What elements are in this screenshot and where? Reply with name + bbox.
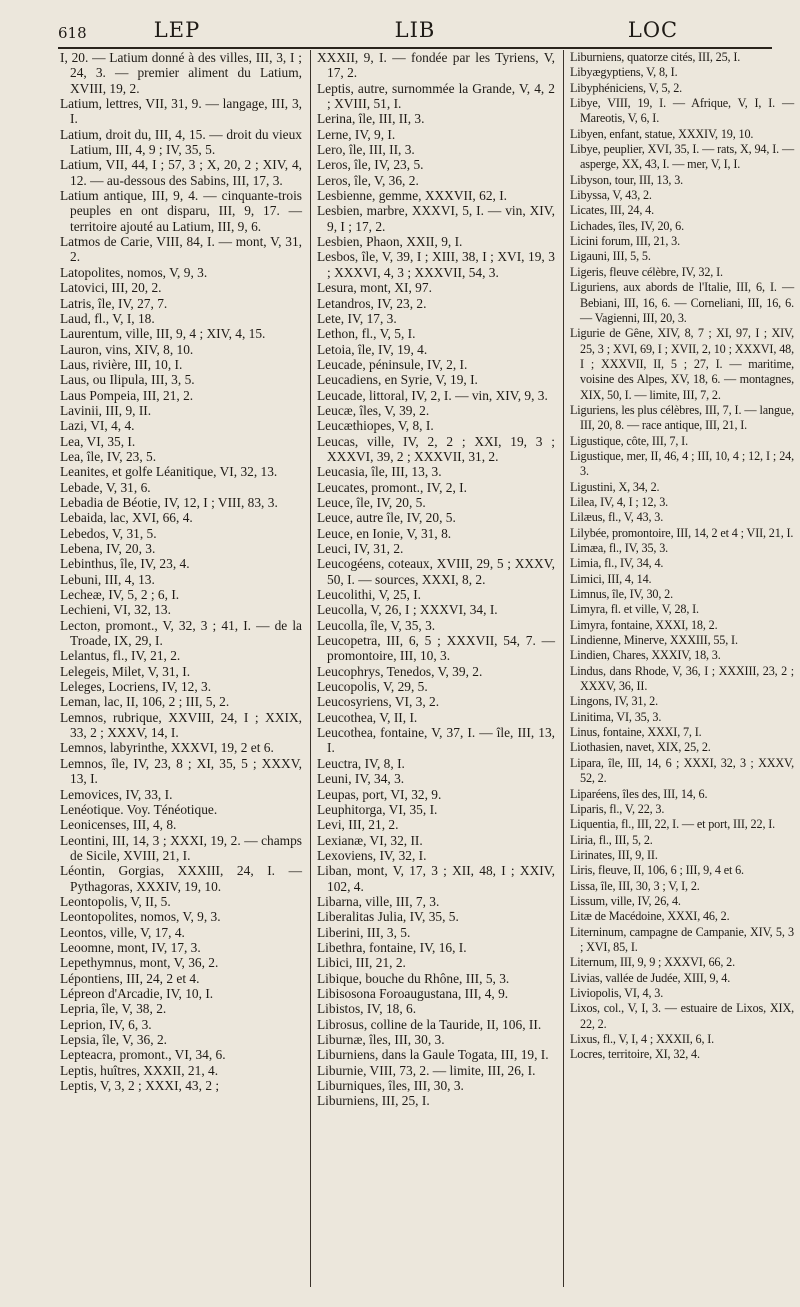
index-entry: Libethra, fontaine, IV, 16, I. bbox=[317, 939, 467, 955]
index-entry: Lépontiens, III, 24, 2 et 4. bbox=[60, 970, 200, 986]
index-entry: Leptis, huîtres, XXXII, 21, 4. bbox=[60, 1062, 219, 1078]
index-entry: Latopolites, nomos, V, 9, 3. bbox=[60, 264, 208, 280]
index-entry: Lelantus, fl., IV, 21, 2. bbox=[60, 648, 181, 664]
index-entry: Lazi, VI, 4, 4. bbox=[60, 418, 135, 434]
index-entry: Lilybée, promontoire, III, 14, 2 et 4 ; VII, 21, I. bbox=[570, 525, 794, 540]
index-entry: Limæa, fl., IV, 35, 3. bbox=[570, 541, 669, 555]
index-entry: I, 20. — Latium donné à des villes, III, 3, I ; 24, 3. — premier aliment du Latium, XVIII, 19, 2. bbox=[60, 50, 302, 96]
index-entry: Lixus, fl., V, I, 4 ; XXXII, 6, I. bbox=[570, 1032, 715, 1046]
index-entry: Litæ de Macédoine, XXXI, 46, 2. bbox=[570, 909, 730, 924]
index-entry: Lelegeis, Milet, V, 31, I. bbox=[60, 663, 191, 679]
index-entry: Limnus, île, IV, 30, 2. bbox=[570, 587, 673, 602]
index-entry: Leucæthiopes, V, 8, I. bbox=[317, 418, 434, 434]
index-entry: Leleges, Locriens, IV, 12, 3. bbox=[60, 679, 212, 695]
index-entry: Lemnos, rubrique, XXVIII, 24, I ; XXIX, 33, 2 ; XXXV, 14, I. bbox=[60, 709, 302, 741]
index-entry: Lebedos, V, 31, 5. bbox=[60, 525, 157, 541]
index-entry: Limia, fl., IV, 34, 4. bbox=[570, 556, 664, 571]
index-entry: Libye, VIII, 19, I. — Afrique, V, I, I. — Mareotis, V, 6, I. bbox=[570, 96, 794, 126]
index-entry: Libarna, ville, III, 7, 3. bbox=[317, 893, 440, 909]
index-entry: Leucadiens, en Syrie, V, 19, I. bbox=[317, 372, 478, 388]
index-entry: Laus, rivière, III, 10, I. bbox=[60, 356, 183, 372]
index-entry: Leucates, promont., IV, 2, I. bbox=[317, 479, 467, 495]
index-entry: Liparis, fl., V, 22, 3. bbox=[570, 801, 665, 816]
index-entry: Libye, peuplier, XVI, 35, I. — rats, X, 94, I. — asperge, XX, 43, I. — mer, V, I, I. bbox=[570, 142, 794, 172]
index-entry: Lebuni, III, 4, 13. bbox=[60, 571, 155, 587]
index-entry: Leucopolis, V, 29, 5. bbox=[317, 679, 428, 695]
index-entry: Laus, ou Ilipula, III, 3, 5. bbox=[60, 372, 195, 388]
running-head-right: LOC bbox=[627, 18, 679, 42]
index-entry: Lero, île, III, II, 3. bbox=[317, 142, 415, 158]
index-entry: Linus, fontaine, XXXI, 7, I. bbox=[570, 725, 702, 740]
index-entry: Letoia, île, IV, 19, 4. bbox=[317, 341, 428, 357]
index-entry: Leontini, III, 14, 3 ; XXXI, 19, 2. — champs de Sicile, XVIII, 21, I. bbox=[60, 832, 302, 863]
index-entry: Ligustique, côte, III, 7, I. bbox=[570, 433, 688, 448]
index-entry: Leonicenses, III, 4, 8. bbox=[60, 817, 177, 833]
index-entry: Lesbienne, gemme, XXXVII, 62, I. bbox=[317, 188, 508, 204]
index-entry: Lipara, île, III, 14, 6 ; XXXI, 32, 3 ; XXXV, 52, 2. bbox=[570, 755, 794, 786]
index-entry: Lirinates, III, 9, II. bbox=[570, 847, 658, 862]
index-entry: XXXII, 9, I. — fondée par les Tyriens, V, 17, 2. bbox=[317, 50, 555, 81]
index-entry: Leuphitorga, VI, 35, I. bbox=[317, 801, 438, 817]
index-entry: Leucogéens, coteaux, XVIII, 29, 5 ; XXXV, 50, I. — sources, XXXI, 8, 2. bbox=[317, 556, 555, 587]
index-entry: Lavinii, III, 9, II. bbox=[60, 402, 152, 418]
index-entry: Licini forum, III, 21, 3. bbox=[570, 234, 680, 249]
running-head-center: LIB bbox=[394, 18, 436, 42]
index-entry: Leros, île, IV, 23, 5. bbox=[317, 157, 424, 173]
index-entry: Lichades, îles, IV, 20, 6. bbox=[570, 218, 685, 233]
index-entry: Libistos, IV, 18, 6. bbox=[317, 1001, 417, 1017]
index-entry: Latium, droit du, III, 4, 15. — droit du vieux Latium, III, 4, 9 ; IV, 35, 5. bbox=[60, 126, 302, 158]
index-entry: Ligauni, III, 5, 5. bbox=[570, 249, 651, 264]
index-entry: Libici, III, 21, 2. bbox=[317, 955, 406, 971]
index-entry: Liburnie, VIII, 73, 2. — limite, III, 26, I. bbox=[317, 1062, 536, 1078]
index-entry: Leucade, littoral, IV, 2, I. — vin, XIV, 9, 3. bbox=[317, 387, 548, 403]
page-number: 618 bbox=[58, 24, 87, 42]
index-entry: Lebade, V, 31, 6. bbox=[60, 479, 151, 495]
index-entry: Liviopolis, VI, 4, 3. bbox=[570, 985, 664, 1000]
index-entry: Liguriens, aux abords de l'Italie, III, 6, I. — Bebiani, III, 16, 6. — Corneliani, III, 16, 6. — Vagienni, III, 20, 3. bbox=[570, 280, 794, 325]
index-entry: Libisosona Foroaugustana, III, 4, 9. bbox=[317, 985, 509, 1001]
index-entry: Lauron, vins, XIV, 8, 10. bbox=[60, 341, 194, 357]
index-entry: Leuni, IV, 34, 3. bbox=[317, 771, 405, 787]
running-head-left: LEP bbox=[153, 18, 201, 42]
index-entry: Lindienne, Minerve, XXXIII, 55, I. bbox=[570, 633, 738, 648]
index-entry: Lethon, fl., V, 5, I. bbox=[317, 326, 416, 342]
index-column-3 bbox=[563, 50, 798, 1287]
index-entry: Locres, territoire, XI, 32, 4. bbox=[570, 1047, 700, 1062]
index-entry: Ligustini, X, 34, 2. bbox=[570, 479, 660, 494]
index-entry: Laurentum, ville, III, 9, 4 ; XIV, 4, 15. bbox=[60, 326, 266, 342]
index-entry: Leoomne, mont, IV, 17, 3. bbox=[60, 939, 201, 955]
index-entry: Latium, VII, 44, I ; 57, 3 ; X, 20, 2 ; XIV, 4, 12. — au-dessous des Sabins, III, 17, 3. bbox=[60, 157, 302, 188]
index-entry: Leucæ, îles, V, 39, 2. bbox=[317, 402, 430, 418]
index-entry: Leontopolis, V, II, 5. bbox=[60, 893, 171, 909]
index-entry: Leucosyriens, VI, 3, 2. bbox=[317, 694, 440, 710]
index-entry: Leupas, port, VI, 32, 9. bbox=[317, 786, 442, 802]
index-entry: Lesbien, Phaon, XXII, 9, I. bbox=[317, 234, 463, 250]
index-entry: Leptis, autre, surnommée la Grande, V, 4, 2 ; XVIII, 51, I. bbox=[317, 80, 555, 112]
index-entry: Leman, lac, II, 106, 2 ; III, 5, 2. bbox=[60, 694, 230, 710]
index-entry: Liburniques, îles, III, 30, 3. bbox=[317, 1078, 464, 1094]
index-entry: Liternum, III, 9, 9 ; XXXVI, 66, 2. bbox=[570, 955, 736, 970]
index-entry: Ligurie de Gêne, XIV, 8, 7 ; XI, 97, I ; XIV, 25, 3 ; XVI, 69, I ; XVII, 2, 10 ; XXXVI, 48, I ; XXXVII, II, 5 ; 27, I. — maritime, voisine des Alpes, XV, 18, 6. — montagnes, XIX, 50, I. — limite, III, 7, 2. bbox=[570, 326, 794, 402]
index-entry: Laus Pompeia, III, 21, 2. bbox=[60, 387, 194, 403]
index-entry: Lemnos, labyrinthe, XXXVI, 19, 2 et 6. bbox=[60, 740, 274, 756]
index-entry: Leontopolites, nomos, V, 9, 3. bbox=[60, 909, 221, 925]
index-column-2 bbox=[310, 50, 559, 1287]
index-entry: Latris, île, IV, 27, 7. bbox=[60, 295, 168, 311]
index-entry: Linitima, VI, 35, 3. bbox=[570, 709, 662, 724]
index-entry: Latium, lettres, VII, 31, 9. — langage, III, 3, I. bbox=[60, 96, 302, 127]
index-entry: Liberini, III, 3, 5. bbox=[317, 924, 411, 940]
index-entry: Lebinthus, île, IV, 23, 4. bbox=[60, 556, 190, 572]
index-entry: Lebena, IV, 20, 3. bbox=[60, 541, 156, 556]
index-entry: Lenéotique. Voy. Ténéotique. bbox=[60, 801, 218, 817]
index-entry: Leros, île, V, 36, 2. bbox=[317, 172, 419, 188]
index-entry: Leucothea, fontaine, V, 37, I. — île, III, 13, I. bbox=[317, 725, 555, 756]
index-entry: Leucasia, île, III, 13, 3. bbox=[317, 464, 442, 480]
index-entry: Lebaida, lac, XVI, 66, 4. bbox=[60, 510, 193, 526]
index-entry: Lixos, col., V, I, 3. — estuaire de Lixos, XIX, 22, 2. bbox=[570, 1001, 794, 1031]
index-entry: Lexoviens, IV, 32, I. bbox=[317, 847, 427, 863]
index-entry: Lilæus, fl., V, 43, 3. bbox=[570, 510, 664, 525]
index-entry: Lépreon d'Arcadie, IV, 10, I. bbox=[60, 985, 214, 1001]
index-entry: Lea, île, IV, 23, 5. bbox=[60, 448, 157, 464]
index-entry: Leuce, île, IV, 20, 5. bbox=[317, 494, 426, 510]
index-entry: Laud, fl., V, I, 18. bbox=[60, 310, 155, 326]
index-entry: Leanites, et golfe Léanitique, VI, 32, 13. bbox=[60, 464, 278, 480]
index-entry: Limyra, fontaine, XXXI, 18, 2. bbox=[570, 617, 718, 632]
index-entry: Liburnæ, îles, III, 30, 3. bbox=[317, 1032, 445, 1047]
index-entry: Lepria, île, V, 38, 2. bbox=[60, 1001, 167, 1017]
index-entry: Liburniens, quatorze cités, III, 25, I. bbox=[570, 50, 741, 64]
index-entry: Leucothea, V, II, I. bbox=[317, 709, 418, 725]
index-entry: Leuctra, IV, 8, I. bbox=[317, 755, 405, 771]
index-entry: Lecheæ, IV, 5, 2 ; 6, I. bbox=[60, 587, 180, 603]
index-entry: Leucolla, île, V, 35, 3. bbox=[317, 617, 436, 633]
index-entry: Leucas, ville, IV, 2, 2 ; XXI, 19, 3 ; XXXVI, 39, 2 ; XXXVII, 31, 2. bbox=[317, 433, 555, 464]
index-entry: Livias, vallée de Judée, XIII, 9, 4. bbox=[570, 970, 731, 985]
index-entry: Libyægyptiens, V, 8, I. bbox=[570, 65, 678, 80]
index-entry: Lissum, ville, IV, 26, 4. bbox=[570, 893, 681, 908]
index-entry: Lepsia, île, V, 36, 2. bbox=[60, 1032, 167, 1047]
index-entry: Licates, III, 24, 4. bbox=[570, 203, 654, 218]
index-entry: Lemovices, IV, 33, I. bbox=[60, 786, 173, 802]
index-entry: Lepteacra, promont., VI, 34, 6. bbox=[60, 1047, 226, 1063]
index-entry: Ligeris, fleuve célèbre, IV, 32, I. bbox=[570, 264, 723, 279]
index-entry: Lea, VI, 35, I. bbox=[60, 433, 136, 449]
index-entry: Lerne, IV, 9, I. bbox=[317, 126, 396, 142]
index-entry: Liquentia, fl., III, 22, I. — et port, III, 22, I. bbox=[570, 817, 776, 832]
index-entry: Lecton, promont., V, 32, 3 ; 41, I. — de la Troade, IX, 29, I. bbox=[60, 617, 302, 649]
index-entry: Lerina, île, III, II, 3. bbox=[317, 111, 425, 127]
index-columns bbox=[58, 50, 794, 1287]
index-entry: Leuce, en Ionie, V, 31, 8. bbox=[317, 525, 452, 541]
index-entry: Lesbos, île, V, 39, I ; XIII, 38, I ; XVI, 19, 3 ; XXXVI, 4, 3 ; XXXVII, 54, 3. bbox=[317, 249, 555, 280]
index-entry: Leprion, IV, 6, 3. bbox=[60, 1016, 152, 1032]
index-column-1 bbox=[58, 50, 306, 1287]
index-entry: Leuce, autre île, IV, 20, 5. bbox=[317, 510, 456, 526]
index-entry: Ligustique, mer, II, 46, 4 ; III, 10, 4 ; 12, I ; 24, 3. bbox=[570, 448, 794, 479]
index-entry: Lindus, dans Rhode, V, 36, I ; XXXIII, 23, 2 ; XXXV, 36, II. bbox=[570, 663, 794, 694]
index-entry: Leucade, péninsule, IV, 2, I. bbox=[317, 356, 468, 372]
index-entry: Lechieni, VI, 32, 13. bbox=[60, 602, 171, 618]
index-entry: Liban, mont, V, 17, 3 ; XII, 48, I ; XXIV, 102, 4. bbox=[317, 863, 555, 894]
index-entry: Latium antique, III, 9, 4. — cinquante-trois peuples en ont disparu, III, 9, 17. — territoire ajouté au Latium, III, 9, 6. bbox=[60, 188, 302, 234]
index-entry: Lepethymnus, mont, V, 36, 2. bbox=[60, 955, 219, 971]
index-entry: Léontin, Gorgias, XXXIII, 24, I. — Pythagoras, XXXIV, 19, 10. bbox=[60, 863, 302, 894]
index-entry: Leucolithi, V, 25, I. bbox=[317, 587, 422, 603]
index-entry: Leucopetra, III, 6, 5 ; XXXVII, 54, 7. — promontoire, III, 10, 3. bbox=[317, 633, 555, 664]
index-entry: Libyen, enfant, statue, XXXIV, 19, 10. bbox=[570, 126, 754, 141]
index-entry: Lexianæ, VI, 32, II. bbox=[317, 832, 423, 848]
index-entry: Lesbien, marbre, XXXVI, 5, I. — vin, XIV, 9, I ; 17, 2. bbox=[317, 203, 555, 234]
index-entry: Latovici, III, 20, 2. bbox=[60, 280, 162, 296]
index-entry: Liris, fleuve, II, 106, 6 ; III, 9, 4 et 6. bbox=[570, 863, 744, 878]
index-entry: Liparéens, îles des, III, 14, 6. bbox=[570, 786, 708, 801]
index-entry: Limici, III, 4, 14. bbox=[570, 571, 652, 586]
index-entry: Lilea, IV, 4, I ; 12, 3. bbox=[570, 494, 669, 509]
index-entry: Libyssa, V, 43, 2. bbox=[570, 188, 652, 203]
index-entry: Leuci, IV, 31, 2. bbox=[317, 541, 404, 556]
index-entry: Libique, bouche du Rhône, III, 5, 3. bbox=[317, 970, 510, 986]
index-entry: Liburniens, dans la Gaule Togata, III, 19, I. bbox=[317, 1047, 549, 1063]
index-entry: Literninum, campagne de Campanie, XIV, 5, 3 ; XVI, 85, I. bbox=[570, 924, 794, 954]
index-entry: Liria, fl., III, 5, 2. bbox=[570, 832, 653, 847]
index-entry: Letandros, IV, 23, 2. bbox=[317, 295, 427, 311]
index-entry: Leptis, V, 3, 2 ; XXXI, 43, 2 ; bbox=[60, 1078, 220, 1094]
header-rule bbox=[58, 47, 772, 49]
index-entry: Librosus, colline de la Tauride, II, 106, II. bbox=[317, 1016, 542, 1032]
index-entry: Liburniens, III, 25, I. bbox=[317, 1093, 430, 1109]
index-entry: Liguriens, les plus célèbres, III, 7, I. — langue, III, 20, 8. — race antique, III, 21, I. bbox=[570, 402, 794, 433]
index-entry: Libyphéniciens, V, 5, 2. bbox=[570, 80, 683, 95]
index-entry: Lissa, île, III, 30, 3 ; V, I, 2. bbox=[570, 878, 700, 893]
index-entry: Lebadia de Béotie, IV, 12, I ; VIII, 83, 3. bbox=[60, 494, 278, 510]
index-entry: Lesura, mont, XI, 97. bbox=[317, 280, 432, 296]
index-entry: Lemnos, île, IV, 23, 8 ; XI, 35, 5 ; XXXV, 13, I. bbox=[60, 755, 302, 787]
index-entry: Libyson, tour, III, 13, 3. bbox=[570, 172, 684, 187]
index-entry: Liberalitas Julia, IV, 35, 5. bbox=[317, 909, 459, 925]
index-entry: Levi, III, 21, 2. bbox=[317, 817, 399, 833]
index-entry: Latmos de Carie, VIII, 84, I. — mont, V, 31, 2. bbox=[60, 234, 302, 265]
index-entry: Lindien, Chares, XXXIV, 18, 3. bbox=[570, 648, 721, 663]
index-entry: Liothasien, navet, XIX, 25, 2. bbox=[570, 740, 711, 755]
index-entry: Leontos, ville, V, 17, 4. bbox=[60, 924, 185, 940]
index-entry: Lingons, IV, 31, 2. bbox=[570, 694, 658, 709]
index-entry: Lete, IV, 17, 3. bbox=[317, 310, 397, 326]
index-entry: Leucolla, V, 26, I ; XXXVI, 34, I. bbox=[317, 602, 498, 618]
index-entry: Leucophrys, Tenedos, V, 39, 2. bbox=[317, 663, 483, 679]
index-entry: Limyra, fl. et ville, V, 28, I. bbox=[570, 602, 699, 617]
